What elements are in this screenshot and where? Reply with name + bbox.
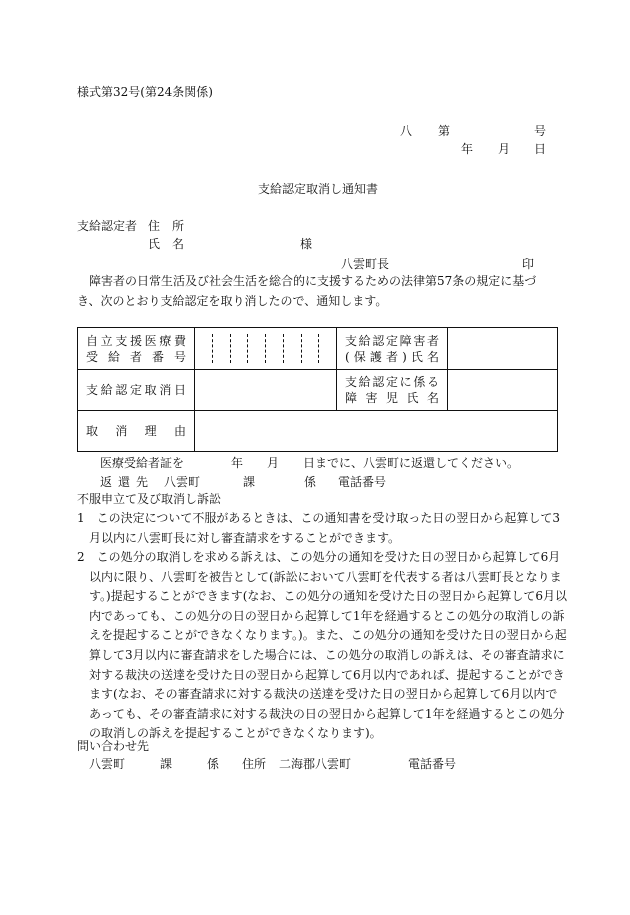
- honorific: 様: [300, 237, 313, 251]
- contact-section: 課: [160, 757, 173, 771]
- return-year: 年: [231, 456, 244, 470]
- return-town: 八雲町: [164, 475, 201, 489]
- date-day: 日: [534, 142, 547, 156]
- label-recipient-name: 支給認定障害者 (保護者)氏名: [337, 328, 448, 370]
- intro-paragraph: 障害者の日常生活及び社会生活を総合的に支援するための法律第57条の規定に基づき、次のとおり支給認定を取り消したので、通知します。: [77, 274, 537, 308]
- label-cancel-date: 支給認定取消日: [78, 370, 195, 411]
- return-destination-label: 返還先: [100, 475, 155, 489]
- return-subsection: 係: [304, 475, 317, 489]
- doc-no-prefix: 八: [400, 124, 413, 138]
- appeal-item-1: 1 この決定について不服があるときは、この通知書を受け取った日の翌日から起算して3月以内に八雲町長に対し審査請求をすることができます。: [77, 511, 561, 545]
- label-recipient-number: 自立支援医療費 受給者番号: [78, 328, 195, 370]
- cancel-date-field[interactable]: [195, 370, 337, 411]
- label-child-name: 支給認定に係る 障害児氏名: [337, 370, 448, 411]
- recipient-name-field[interactable]: [448, 328, 558, 370]
- appeal-heading: 不服申立て及び取消し訴訟: [77, 492, 222, 506]
- return-note-text: 医療受給者証を: [100, 456, 185, 470]
- page-title: 支給認定取消し通知書: [258, 182, 379, 196]
- return-section: 課: [243, 475, 256, 489]
- return-month: 月: [267, 456, 280, 470]
- contact-town: 八雲町: [89, 757, 126, 771]
- contact-phone-label: 電話番号: [408, 757, 457, 771]
- contact-subsection: 係: [207, 757, 220, 771]
- seal-mark: 印: [522, 257, 535, 271]
- child-name-field[interactable]: [448, 370, 558, 411]
- contact-address: 二海郡八雲町: [279, 757, 352, 771]
- label-cancel-reason: 取消理由: [78, 411, 195, 452]
- contact-heading: 問い合わせ先: [77, 739, 150, 753]
- form-number: 様式第32号(第24条関係): [77, 85, 213, 99]
- return-deadline-text: 日までに、八雲町に返還してください。: [303, 456, 520, 470]
- return-phone-label: 電話番号: [338, 475, 387, 489]
- certificate-table: [77, 327, 558, 452]
- date-month: 月: [498, 142, 511, 156]
- name-label: 氏 名: [148, 237, 185, 251]
- issuer-name: 八雲町長: [341, 257, 390, 271]
- recipient-label: 支給認定者: [77, 219, 138, 233]
- appeal-item-2: 2 この処分の取消しを求める訴えは、この処分の通知を受けた日の翌日から起算して6月以内に限り、八雲町を被告として(訴訟において八雲町を代表する者は八雲町長となります。)提起することができます(なお、この処分の通知を受けた日の翌日から起算して6月以内であっても、この処分の日の翌日から起算して1年を経過するとこの処分の取消しの訴えを提起することができなくなります。)。また、この処分の通知を受けた日の翌日から起算して3月以内に審査請求をした場合には、この処分の取消しの訴えは、その審査請求に対する裁決の送達を受けた日の翌日から起算して6月以内であれば、提起することができます(なお、その審査請求に対する裁決の送達を受けた日の翌日から起算して6月以内であっても、その審査請求に対する裁決の日の翌日から起算して1年を経過するとこの処分の取消しの訴えを提起することができなくなります)。: [77, 550, 568, 741]
- recipient-number-field[interactable]: [195, 328, 337, 370]
- cancel-reason-field[interactable]: [195, 411, 558, 452]
- address-label: 住 所: [148, 219, 185, 233]
- contact-address-label: 住所: [242, 757, 267, 771]
- date-year: 年: [461, 142, 474, 156]
- doc-no-suffix: 号: [534, 124, 547, 138]
- doc-no-mid: 第: [438, 124, 451, 138]
